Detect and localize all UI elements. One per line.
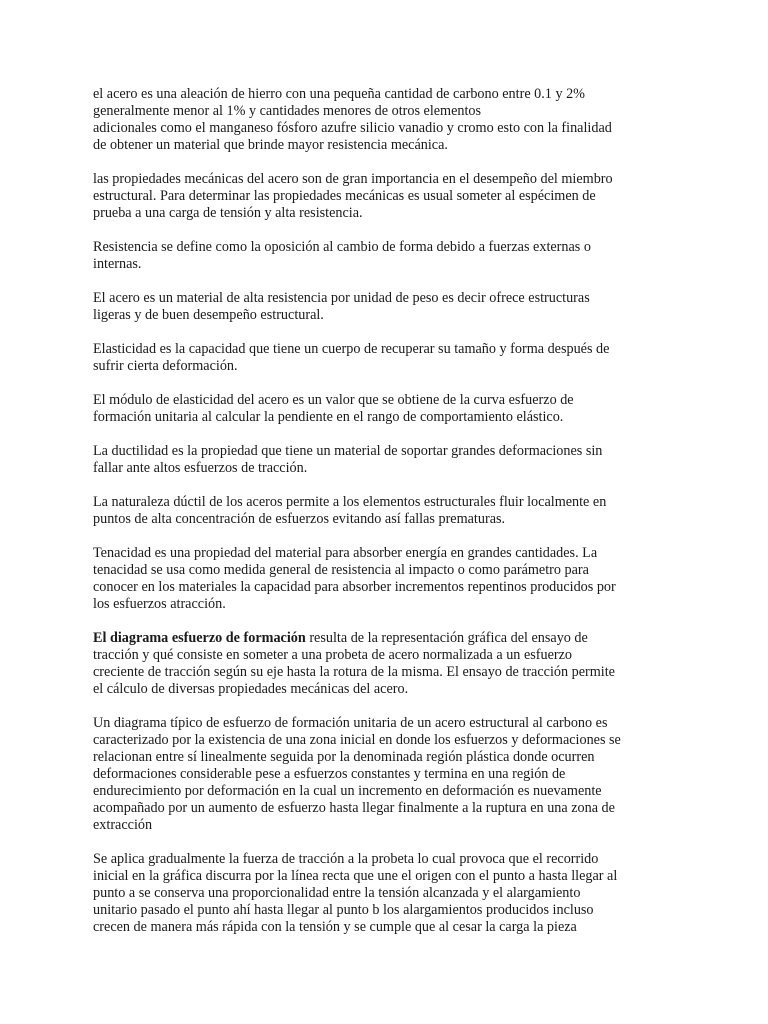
text-line: inicial en la gráfica discurra por la línea recta que une el origen con el punto a hasta llegar al xyxy=(93,868,618,884)
paragraph-acero-definicion xyxy=(93,86,673,154)
text-line: tracción y qué consiste en someter a una probeta de acero normalizada a un esfuerzo xyxy=(93,647,573,663)
lead-text: resulta de la representación gráfica del ensayo de xyxy=(305,630,588,646)
document-page xyxy=(93,86,673,953)
text-line: adicionales como el manganeso fósforo azufre silicio vanadio y cromo esto con la finalidad xyxy=(93,120,612,136)
text-line: el cálculo de diversas propiedades mecánicas del acero. xyxy=(93,681,409,697)
text-line: puntos de alta concentración de esfuerzos evitando así fallas prematuras. xyxy=(93,511,506,527)
paragraph-diagrama-esfuerzo xyxy=(93,630,673,698)
text-line: relacionan entre sí linealmente seguida por la denominada región plástica donde ocurren xyxy=(93,749,595,765)
paragraph-resistencia xyxy=(93,239,673,273)
text-line: endurecimiento por deformación en la cual un incremento en deformación es nuevamente xyxy=(93,783,602,799)
text-line: estructural. Para determinar las propiedades mecánicas es usual someter al espécimen de xyxy=(93,188,596,204)
paragraph-naturaleza-ductil xyxy=(93,494,673,528)
text-line: los esfuerzos atracción. xyxy=(93,596,226,612)
bold-term: El diagrama esfuerzo de formación xyxy=(93,630,306,646)
text-line: La naturaleza dúctil de los aceros permite a los elementos estructurales fluir localmente en xyxy=(93,494,607,510)
text-line xyxy=(93,630,673,647)
paragraph-elasticidad xyxy=(93,341,673,375)
text-line: extracción xyxy=(93,817,153,833)
text-line: creciente de tracción según su eje hasta la rotura de la misma. El ensayo de tracción permite xyxy=(93,664,615,680)
text-line: La ductilidad es la propiedad que tiene un material de soportar grandes deformaciones sin xyxy=(93,443,603,459)
text-line: Elasticidad es la capacidad que tiene un cuerpo de recuperar su tamaño y forma después de xyxy=(93,341,610,357)
text-line: crecen de manera más rápida con la tensión y se cumple que al cesar la carga la pieza xyxy=(93,919,577,935)
text-line: caracterizado por la existencia de una zona inicial en donde los esfuerzos y deformaciones se xyxy=(93,732,621,748)
paragraph-modulo-elasticidad xyxy=(93,392,673,426)
text-line: tenacidad se usa como medida general de resistencia al impacto o como parámetro para xyxy=(93,562,589,578)
text-line: las propiedades mecánicas del acero son de gran importancia en el desempeño del miembro xyxy=(93,171,613,187)
text-line: prueba a una carga de tensión y alta resistencia. xyxy=(93,205,363,221)
paragraph-ductilidad xyxy=(93,443,673,477)
paragraph-diagrama-tipico xyxy=(93,715,673,834)
text-line: internas. xyxy=(93,256,142,272)
text-line: sufrir cierta deformación. xyxy=(93,358,238,374)
paragraph-alta-resistencia xyxy=(93,290,673,324)
text-line: Resistencia se define como la oposición al cambio de forma debido a fuerzas externas o xyxy=(93,239,591,255)
text-line: El módulo de elasticidad del acero es un valor que se obtiene de la curva esfuerzo de xyxy=(93,392,574,408)
text-line: conocer en los materiales la capacidad para absorber incrementos repentinos producidos por xyxy=(93,579,616,595)
paragraph-propiedades-mecanicas xyxy=(93,171,673,222)
text-line: fallar ante altos esfuerzos de tracción. xyxy=(93,460,308,476)
text-line: generalmente menor al 1% y cantidades menores de otros elementos xyxy=(93,103,482,119)
text-line: deformaciones considerable pese a esfuerzos constantes y termina en una región de xyxy=(93,766,566,782)
text-line: Se aplica gradualmente la fuerza de tracción a la probeta lo cual provoca que el recorrido xyxy=(93,851,599,867)
text-line: ligeras y de buen desempeño estructural. xyxy=(93,307,324,323)
text-line: formación unitaria al calcular la pendiente en el rango de comportamiento elástico. xyxy=(93,409,564,425)
text-line: acompañado por un aumento de esfuerzo hasta llegar finalmente a la ruptura en una zona de xyxy=(93,800,615,816)
text-line: Tenacidad es una propiedad del material para absorber energía en grandes cantidades. La xyxy=(93,545,598,561)
paragraph-fuerza-traccion xyxy=(93,851,673,936)
text-line: punto a se conserva una proporcionalidad entre la tensión alcanzada y el alargamiento xyxy=(93,885,581,901)
text-line: Un diagrama típico de esfuerzo de formación unitaria de un acero estructural al carbono es xyxy=(93,715,608,731)
text-line: unitario pasado el punto ahí hasta llegar al punto b los alargamientos producidos incluso xyxy=(93,902,594,918)
text-line: el acero es una aleación de hierro con una pequeña cantidad de carbono entre 0.1 y 2% xyxy=(93,86,585,102)
paragraph-tenacidad xyxy=(93,545,673,613)
text-line: El acero es un material de alta resistencia por unidad de peso es decir ofrece estructuras xyxy=(93,290,590,306)
text-line: de obtener un material que brinde mayor resistencia mecánica. xyxy=(93,137,448,153)
